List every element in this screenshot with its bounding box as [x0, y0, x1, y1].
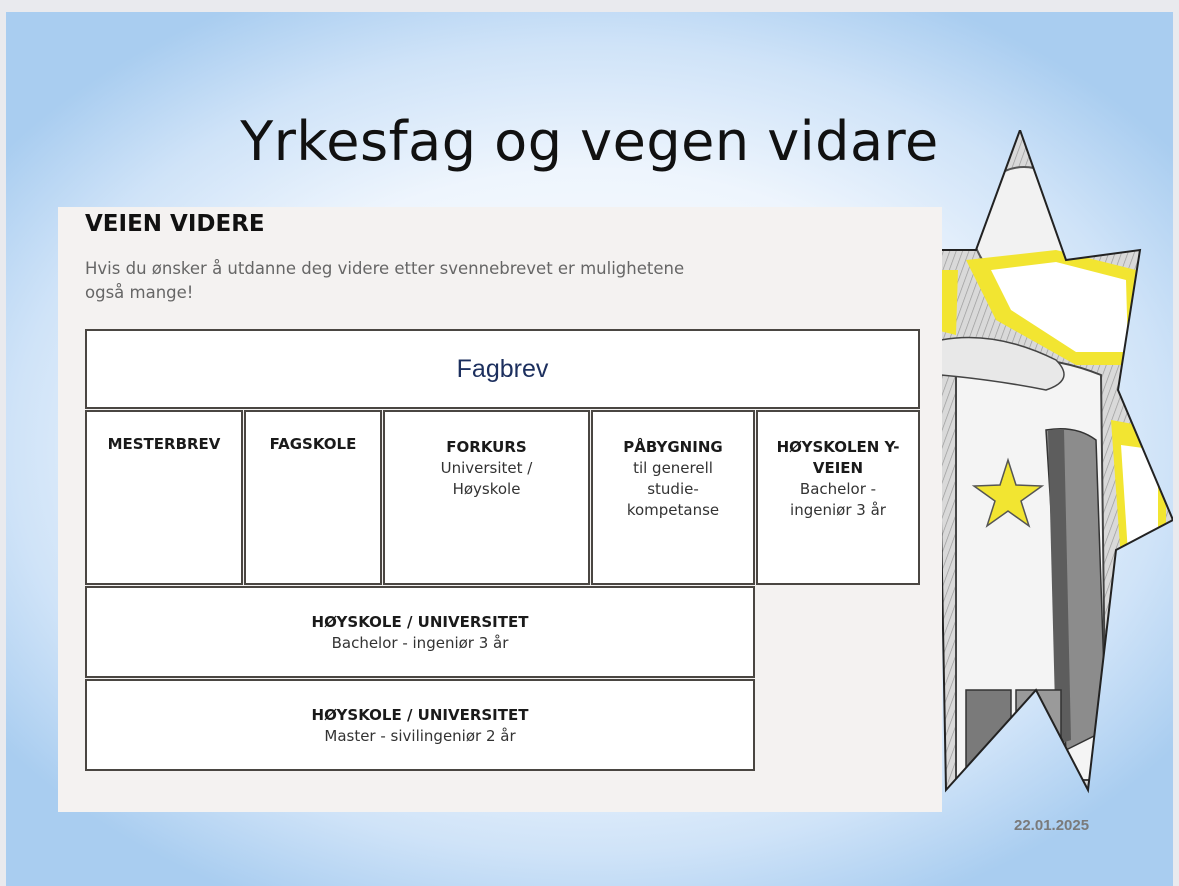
bachelor-box	[85, 586, 755, 678]
option-title: MESTERBREV	[107, 435, 221, 453]
fagbrev-label: Fagbrev	[456, 355, 549, 383]
option-hoyskolen-y-veien	[756, 410, 920, 585]
slide-title: Yrkesfag og vegen vidare	[240, 110, 939, 173]
option-title: HØYSKOLEN Y- VEIEN	[776, 438, 900, 477]
option-title: PÅBYGNING	[623, 438, 723, 456]
master-subtitle: Master - sivilingeniør 2 år	[324, 727, 516, 745]
option-forkurs	[383, 410, 590, 585]
option-fagskole	[244, 410, 382, 585]
card-heading: VEIEN VIDERE	[85, 211, 265, 237]
bachelor-subtitle: Bachelor - ingeniør 3 år	[331, 634, 509, 652]
slide-date: 22.01.2025	[1014, 817, 1090, 834]
fagbrev-box	[85, 329, 920, 409]
card-intro: Hvis du ønsker å utdanne deg videre etter svennebrevet er mulighetene også mange!	[85, 259, 685, 302]
option-subtitle: Universitet / Høyskole	[440, 459, 533, 498]
master-title: HØYSKOLE / UNIVERSITET	[311, 706, 529, 724]
info-card	[58, 207, 942, 812]
master-box	[85, 679, 755, 771]
option-subtitle: til generell studie- kompetanse	[626, 459, 720, 519]
option-subtitle: Bachelor - ingeniør 3 år	[790, 480, 886, 519]
bachelor-title: HØYSKOLE / UNIVERSITET	[311, 613, 529, 631]
option-mesterbrev	[85, 410, 243, 585]
slide	[6, 12, 1173, 886]
option-pabygning	[591, 410, 755, 585]
option-title: FORKURS	[446, 438, 527, 456]
star-figure-illustration	[936, 130, 1173, 810]
option-title: FAGSKOLE	[269, 435, 357, 453]
